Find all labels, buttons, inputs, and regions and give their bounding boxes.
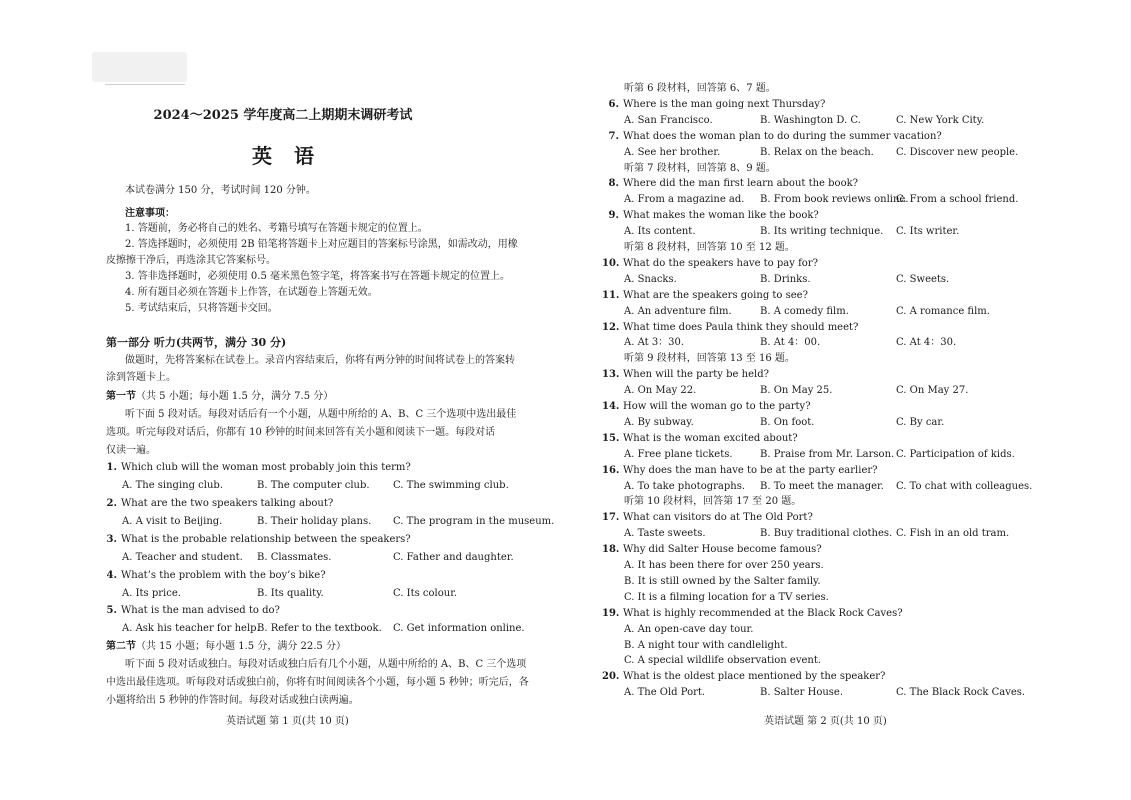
option-a: A. Taste sweets. bbox=[624, 528, 706, 540]
option-a: A. San Francisco. bbox=[624, 114, 713, 126]
option-b: B. A comedy film. bbox=[760, 305, 849, 317]
question-number: 9. bbox=[608, 210, 619, 222]
page-2 bbox=[566, 0, 1131, 800]
question-text: What is highly recommended at the Black Rock Caves? bbox=[623, 607, 903, 619]
question-1: 1. Which club will the woman most probably join this term? bbox=[106, 462, 411, 473]
section1-info: （共 5 小题；每小题 1.5 分，满分 7.5 分） bbox=[136, 391, 334, 402]
question-19 bbox=[602, 607, 903, 620]
question-number: 8. bbox=[608, 178, 619, 190]
question-18 bbox=[602, 543, 822, 556]
option-line: C. A special wildlife observation event. bbox=[624, 655, 822, 667]
question-8 bbox=[602, 177, 858, 190]
option-b: B. The computer club. bbox=[257, 480, 370, 491]
question-11 bbox=[602, 289, 808, 302]
option-c: C. Participation of kids. bbox=[896, 448, 1015, 460]
option-c: C. Father and daughter. bbox=[393, 552, 514, 563]
question-text: Where did the man first learn about the book? bbox=[623, 178, 859, 190]
question-text: Where is the man going next Thursday? bbox=[623, 98, 826, 110]
subject-title: 英语 bbox=[252, 144, 336, 168]
question-text: Why did Salter House become famous? bbox=[623, 544, 822, 556]
option-c: C. Discover new people. bbox=[896, 146, 1019, 158]
option-a: A. Snacks. bbox=[624, 273, 677, 285]
question-12 bbox=[602, 321, 858, 334]
question-16 bbox=[602, 464, 878, 477]
option-c: C. By car. bbox=[896, 416, 945, 428]
question-number: 18. bbox=[602, 544, 620, 556]
option-line: A. It has been there for over 250 years. bbox=[624, 560, 824, 571]
option-b: B. Classmates. bbox=[257, 552, 332, 563]
option-b: B. Praise from Mr. Larson. bbox=[760, 448, 895, 460]
section2-header bbox=[106, 640, 346, 653]
section2-desc: 中选出最佳选项。听每段对话或独白前，你将有时间阅读各个小题，每小题 5 秒钟；听完后，各 bbox=[106, 677, 529, 688]
question-text: What do the speakers have to pay for? bbox=[623, 257, 818, 269]
option-c: C. Its writer. bbox=[896, 226, 960, 238]
question-9 bbox=[602, 209, 819, 222]
option-c: C. The program in the museum. bbox=[393, 516, 555, 527]
question-15 bbox=[602, 432, 798, 445]
section2-title: 第二节 bbox=[106, 641, 136, 652]
question-7 bbox=[602, 130, 942, 143]
section2-info: （共 15 小题；每小题 1.5 分，满分 22.5 分） bbox=[136, 641, 346, 652]
section-instruction: 听第 7 段材料，回答第 8、9 题。 bbox=[624, 162, 776, 174]
question-text: How will the woman go to the party? bbox=[623, 401, 811, 412]
option-line: B. A night tour with candlelight. bbox=[624, 639, 788, 651]
option-c: C. New York City. bbox=[896, 114, 985, 126]
section1-desc: 听下面 5 段对话。每段对话后有一个小题，从题中所给的 A、B、C 三个选项中选出最佳 bbox=[125, 409, 517, 420]
option-b: B. Drinks. bbox=[760, 273, 811, 285]
part1-title: 第一部分 听力(共两节，满分 30 分) bbox=[106, 336, 287, 349]
question-6 bbox=[602, 98, 825, 111]
option-a: A. By subway. bbox=[624, 416, 694, 428]
page-footer: 英语试题 第 2 页(共 10 页) bbox=[764, 716, 887, 727]
option-c: C. The Black Rock Caves. bbox=[896, 687, 1026, 699]
option-b: B. To meet the manager. bbox=[760, 480, 884, 492]
option-b: B. Its quality. bbox=[257, 588, 324, 599]
option-c: C. A romance film. bbox=[896, 305, 990, 317]
question-number: 13. bbox=[602, 369, 620, 381]
question-text: What does the woman plan to do during the summer vacation? bbox=[623, 130, 942, 142]
option-b: B. On May 25. bbox=[760, 385, 833, 397]
option-b: B. Buy traditional clothes. bbox=[760, 528, 893, 540]
notice-line: 5. 考试结束后，只将答题卡交回。 bbox=[125, 303, 278, 314]
section-instruction: 听第 6 段材料，回答第 6、7 题。 bbox=[624, 83, 776, 94]
notice-line: 2. 答选择题时，必须使用 2B 铅笔将答题卡上对应题目的答案标号涂黑，如需改动，用橡 bbox=[125, 239, 518, 250]
option-line: B. It is still owned by the Salter family. bbox=[624, 575, 821, 587]
option-b: B. Washington D. C. bbox=[760, 114, 861, 126]
option-c: C. Sweets. bbox=[896, 273, 950, 285]
notice-line: 皮擦擦干净后，再选涂其它答案标号。 bbox=[106, 255, 276, 266]
question-number: 12. bbox=[602, 321, 620, 333]
section2-desc: 小题将给出 5 秒钟的作答时间。每段对话或独白读两遍。 bbox=[106, 695, 359, 706]
intro-text: 本试卷满分 150 分，考试时间 120 分钟。 bbox=[125, 185, 316, 196]
question-text: What can visitors do at The Old Port? bbox=[623, 512, 813, 524]
option-b: B. Refer to the textbook. bbox=[257, 623, 382, 634]
option-c: C. The swimming club. bbox=[393, 480, 509, 491]
section1-desc: 仅读一遍。 bbox=[106, 445, 156, 456]
option-line: C. It is a filming location for a TV series. bbox=[624, 591, 829, 603]
option-a: A. Its price. bbox=[122, 588, 181, 599]
option-c: C. Get information online. bbox=[393, 623, 525, 634]
option-c: C. At 4：30. bbox=[896, 337, 957, 349]
notice-heading: 注意事项： bbox=[125, 208, 175, 219]
section-instruction: 听第 9 段材料，回答第 13 至 16 题。 bbox=[624, 353, 795, 365]
option-a: A. The singing club. bbox=[122, 480, 223, 491]
option-a: A. Free plane tickets. bbox=[624, 448, 733, 460]
section-instruction: 听第 8 段材料，回答第 10 至 12 题。 bbox=[624, 242, 795, 253]
question-number: 6. bbox=[608, 98, 619, 110]
question-text: What is the oldest place mentioned by the speaker? bbox=[623, 671, 886, 683]
question-number: 15. bbox=[602, 432, 620, 444]
option-a: A. An adventure film. bbox=[624, 305, 732, 317]
question-3: 3. What is the probable relationship between the speakers? bbox=[106, 534, 411, 545]
notice-line: 1. 答题前，务必将自己的姓名、考籍号填写在答题卡规定的位置上。 bbox=[125, 223, 428, 234]
question-number: 17. bbox=[602, 512, 620, 524]
section1-title: 第一节 bbox=[106, 391, 136, 402]
question-17 bbox=[602, 511, 813, 524]
header-rule bbox=[105, 84, 185, 85]
option-c: C. On May 27. bbox=[896, 385, 969, 397]
exam-title: 2024～2025 学年度高二上期期末调研考试 bbox=[153, 108, 413, 123]
question-14 bbox=[602, 400, 811, 413]
question-text: What time does Paula think they should meet? bbox=[623, 321, 859, 333]
option-b: B. On foot. bbox=[760, 416, 815, 428]
question-4: 4. What’s the problem with the boy’s bike? bbox=[106, 570, 326, 581]
header-stamp bbox=[92, 52, 187, 82]
question-text: When will the party be held? bbox=[623, 369, 769, 381]
option-b: B. From book reviews online. bbox=[760, 194, 909, 206]
section2-desc: 听下面 5 段对话或独白。每段对话或独白后有几个小题，从题中所给的 A、B、C 三个选项 bbox=[125, 659, 527, 670]
question-5: 5. What is the man advised to do? bbox=[106, 605, 280, 616]
option-b: B. Salter House. bbox=[760, 687, 844, 699]
question-text: What are the speakers going to see? bbox=[623, 289, 808, 301]
notice-line: 3. 答非选择题时，必须使用 0.5 毫米黑色签字笔，将答案书写在答题卡规定的位置上。 bbox=[125, 271, 510, 282]
option-a: A. On May 22. bbox=[624, 385, 697, 397]
question-10 bbox=[602, 257, 818, 270]
question-text: What is the woman excited about? bbox=[623, 432, 798, 444]
option-a: A. Ask his teacher for help. bbox=[122, 623, 260, 634]
question-13 bbox=[602, 368, 769, 381]
section1-desc: 选项。听完每段对话后，你都有 10 秒钟的时间来回答有关小题和阅读下一题。每段对话 bbox=[106, 427, 496, 438]
option-a: A. A visit to Beijing. bbox=[122, 516, 223, 527]
part1-desc: 涂到答题卡上。 bbox=[106, 372, 176, 383]
option-b: B. Its writing technique. bbox=[760, 226, 884, 238]
option-a: A. At 3：30. bbox=[624, 337, 685, 349]
option-c: C. Its colour. bbox=[393, 588, 458, 599]
notice-line: 4. 所有题目必须在答题卡上作答，在试题卷上答题无效。 bbox=[125, 287, 378, 298]
question-text: Why does the man have to be at the party earlier? bbox=[623, 464, 878, 476]
question-number: 11. bbox=[602, 289, 620, 301]
option-a: A. The Old Port. bbox=[624, 687, 706, 699]
option-line: A. An open-cave day tour. bbox=[624, 623, 754, 635]
option-c: C. From a school friend. bbox=[896, 194, 1019, 206]
question-number: 7. bbox=[608, 130, 619, 142]
option-a: A. Teacher and student. bbox=[122, 552, 243, 563]
question-number: 16. bbox=[602, 464, 620, 476]
option-a: A. To take photographs. bbox=[624, 480, 746, 492]
option-c: C. Fish in an old tram. bbox=[896, 528, 1010, 540]
section1-header bbox=[106, 390, 333, 403]
question-number: 20. bbox=[602, 671, 620, 683]
option-b: B. At 4：00. bbox=[760, 337, 821, 349]
option-c: C. To chat with colleagues. bbox=[896, 480, 1033, 492]
section-instruction: 听第 10 段材料，回答第 17 至 20 题。 bbox=[624, 496, 802, 508]
option-b: B. Relax on the beach. bbox=[760, 146, 874, 158]
part1-desc: 做题时，先将答案标在试卷上。录音内容结束后，你将有两分钟的时间将试卷上的答案转 bbox=[125, 355, 515, 366]
option-a: A. From a magazine ad. bbox=[624, 194, 745, 206]
question-number: 10. bbox=[602, 257, 620, 269]
question-20 bbox=[602, 670, 885, 683]
option-a: A. Its content. bbox=[624, 226, 696, 238]
question-number: 19. bbox=[602, 607, 620, 619]
question-number: 14. bbox=[602, 401, 620, 412]
question-text: What makes the woman like the book? bbox=[623, 210, 819, 222]
question-2: 2. What are the two speakers talking about? bbox=[106, 498, 334, 509]
page-footer: 英语试题 第 1 页(共 10 页) bbox=[226, 716, 349, 727]
option-b: B. Their holiday plans. bbox=[257, 516, 372, 527]
option-a: A. See her brother. bbox=[624, 146, 721, 158]
